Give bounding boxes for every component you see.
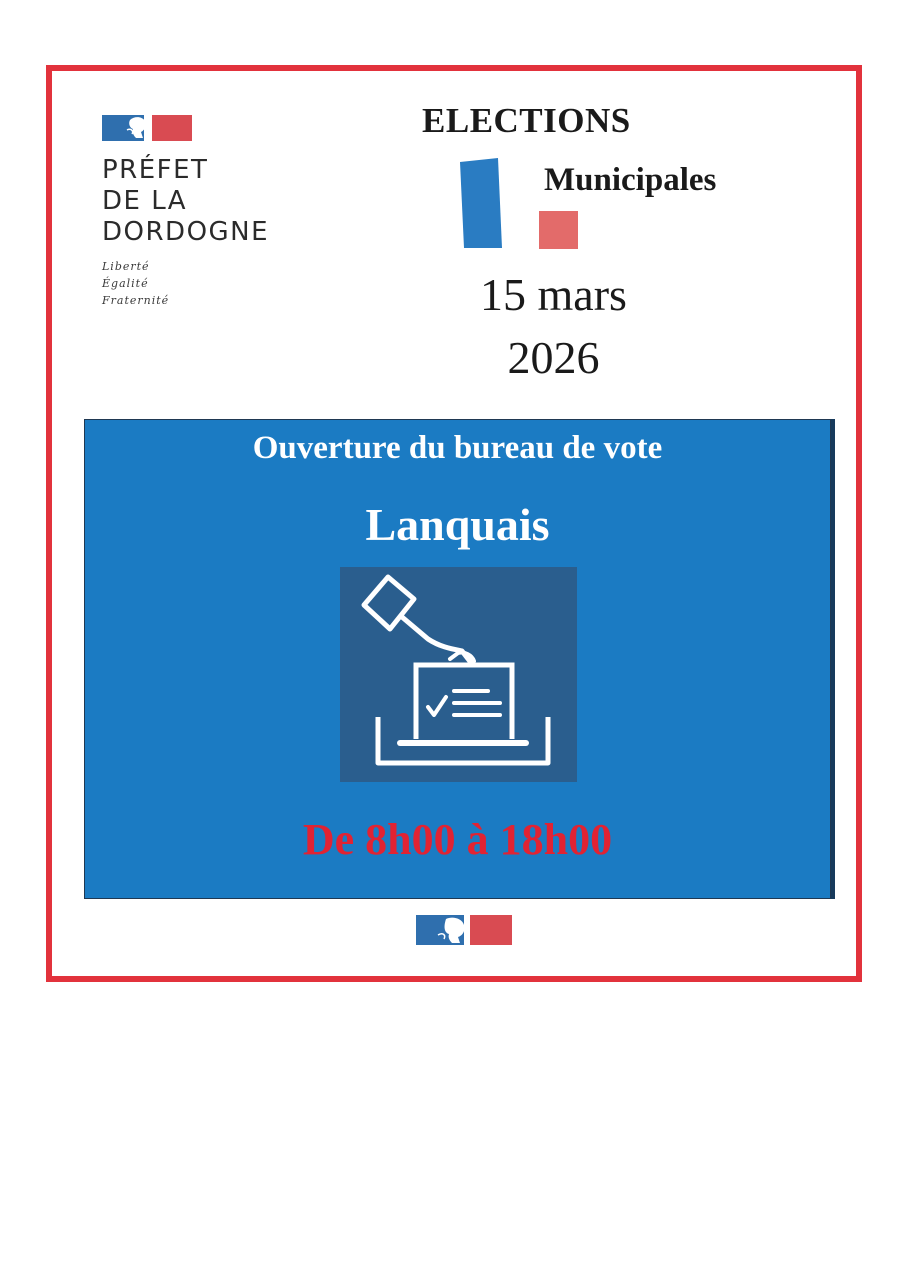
- election-date-day: 15 mars: [480, 269, 627, 320]
- town-name: Lanquais: [365, 499, 550, 550]
- prefecture-logo: [102, 111, 332, 309]
- opening-hours: De 8h00 à 18h00: [302, 815, 613, 864]
- polling-info-panel: [84, 419, 831, 899]
- prefecture-name: PRÉFET DE LA DORDOGNE: [102, 155, 270, 247]
- poster-frame: [46, 65, 862, 982]
- flag-red-stripe-icon: [539, 211, 578, 249]
- election-type: Municipales: [544, 162, 717, 198]
- marianne-flag-icon: [102, 111, 194, 145]
- republic-motto: Liberté Égalité Fraternité: [102, 260, 170, 307]
- flag-blue-stripe-icon: [460, 158, 502, 248]
- ballot-box-icon: [340, 567, 577, 782]
- panel-heading: Ouverture du bureau de vote: [252, 430, 663, 466]
- elections-title: ELECTIONS: [422, 101, 631, 140]
- marianne-footer-icon: [416, 913, 512, 947]
- election-date-year: 2026: [507, 332, 600, 383]
